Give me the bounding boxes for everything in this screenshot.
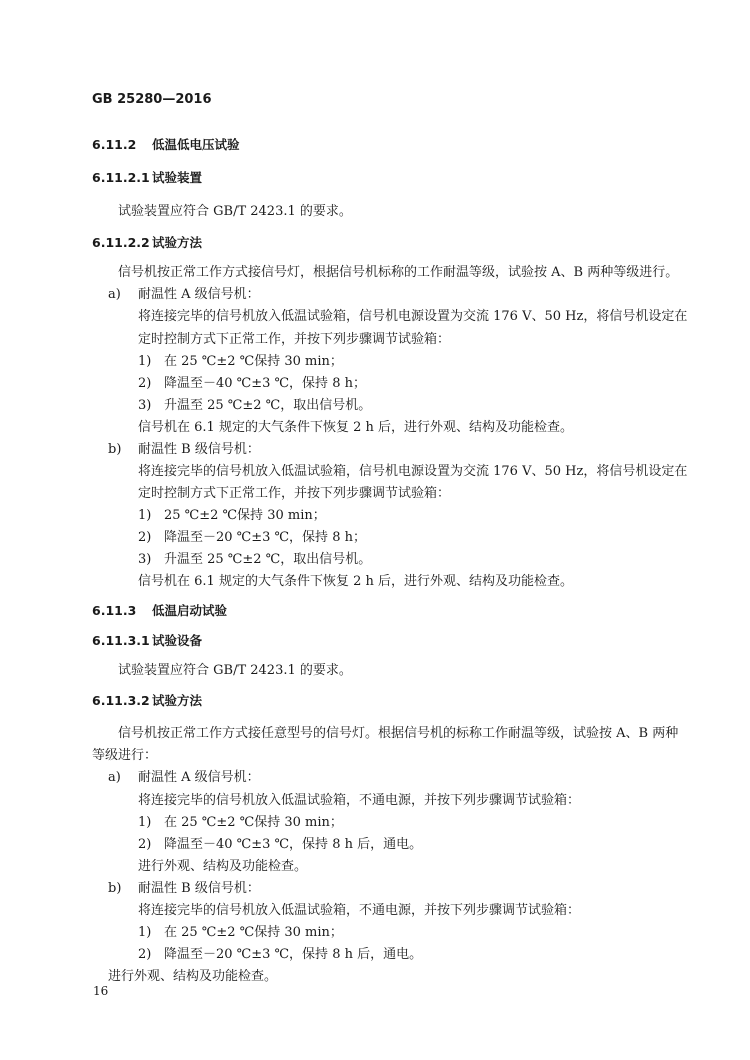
section-number: 6.11.3.1 [92,633,150,648]
step-text: 在 25 ℃±2 ℃保持 30 min； [164,815,343,830]
list-marker: a) [108,770,121,785]
section-number: 6.11.2.2 [92,235,150,250]
list-item-title: 耐温性 B 级信号机： [138,881,260,896]
step-number: 2) [138,376,152,391]
list-item-title: 耐温性 B 级信号机： [138,442,260,457]
section-title: 试验设备 [152,633,203,648]
step-number: 1) [138,354,152,369]
paragraph: 定时控制方式下正常工作，并按下列步骤调节试验箱： [138,332,451,347]
paragraph: 信号机按正常工作方式接信号灯，根据信号机标称的工作耐温等级，试验按 A、B 两种等级进行。 [118,265,679,280]
step-text: 升温至 25 ℃±2 ℃，取出信号机。 [164,552,372,567]
step-number: 1) [138,508,152,523]
paragraph: 将连接完毕的信号机放入低温试验箱，不通电源，并按下列步骤调节试验箱： [138,793,581,808]
paragraph: 试验装置应符合 GB/T 2423.1 的要求。 [118,663,352,678]
step-text: 降温至－20 ℃±3 ℃，保持 8 h 后，通电。 [164,947,423,962]
paragraph: 信号机按正常工作方式接任意型号的信号灯。根据信号机的标称工作耐温等级，试验按 A、B 两种 [118,726,679,741]
paragraph: 定时控制方式下正常工作，并按下列步骤调节试验箱： [138,486,451,501]
list-item-title: 耐温性 A 级信号机： [138,287,260,302]
step-number: 2) [138,947,152,962]
paragraph: 将连接完毕的信号机放入低温试验箱，不通电源，并按下列步骤调节试验箱： [138,903,581,918]
step-number: 1) [138,925,152,940]
section-number: 6.11.3.2 [92,693,150,708]
list-marker: a) [108,287,121,302]
paragraph: 等级进行： [92,748,158,763]
paragraph: 进行外观、结构及功能检查。 [108,969,278,984]
step-number: 3) [138,398,152,413]
step-number: 2) [138,837,152,852]
paragraph: 将连接完毕的信号机放入低温试验箱，信号机电源设置为交流 176 V、50 Hz，将信号机设定在 [138,464,688,479]
step-number: 1) [138,815,152,830]
paragraph: 将连接完毕的信号机放入低温试验箱，信号机电源设置为交流 176 V、50 Hz，将信号机设定在 [138,309,688,324]
list-marker: b) [108,442,122,457]
step-text: 25 ℃±2 ℃保持 30 min； [164,508,326,523]
standard-code: GB 25280—2016 [92,92,212,107]
page-number: 16 [93,984,109,998]
paragraph: 信号机在 6.1 规定的大气条件下恢复 2 h 后，进行外观、结构及功能检查。 [138,574,573,589]
paragraph: 试验装置应符合 GB/T 2423.1 的要求。 [118,204,352,219]
list-marker: b) [108,881,122,896]
section-title: 试验方法 [152,235,203,250]
paragraph: 进行外观、结构及功能检查。 [138,859,308,874]
section-title: 试验方法 [152,693,203,708]
section-title: 低温启动试验 [152,603,228,618]
step-text: 降温至－40 ℃±3 ℃，保持 8 h 后，通电。 [164,837,423,852]
section-title: 试验装置 [152,170,203,185]
step-text: 降温至－40 ℃±3 ℃，保持 8 h； [164,376,366,391]
step-number: 2) [138,530,152,545]
paragraph: 信号机在 6.1 规定的大气条件下恢复 2 h 后，进行外观、结构及功能检查。 [138,420,573,435]
list-item-title: 耐温性 A 级信号机： [138,770,260,785]
section-title: 低温低电压试验 [152,137,240,152]
step-number: 3) [138,552,152,567]
step-text: 在 25 ℃±2 ℃保持 30 min； [164,925,343,940]
step-text: 在 25 ℃±2 ℃保持 30 min； [164,354,343,369]
step-text: 降温至－20 ℃±3 ℃，保持 8 h； [164,530,366,545]
section-number: 6.11.2 [92,137,137,152]
step-text: 升温至 25 ℃±2 ℃，取出信号机。 [164,398,372,413]
section-number: 6.11.3 [92,603,137,618]
section-number: 6.11.2.1 [92,170,150,185]
